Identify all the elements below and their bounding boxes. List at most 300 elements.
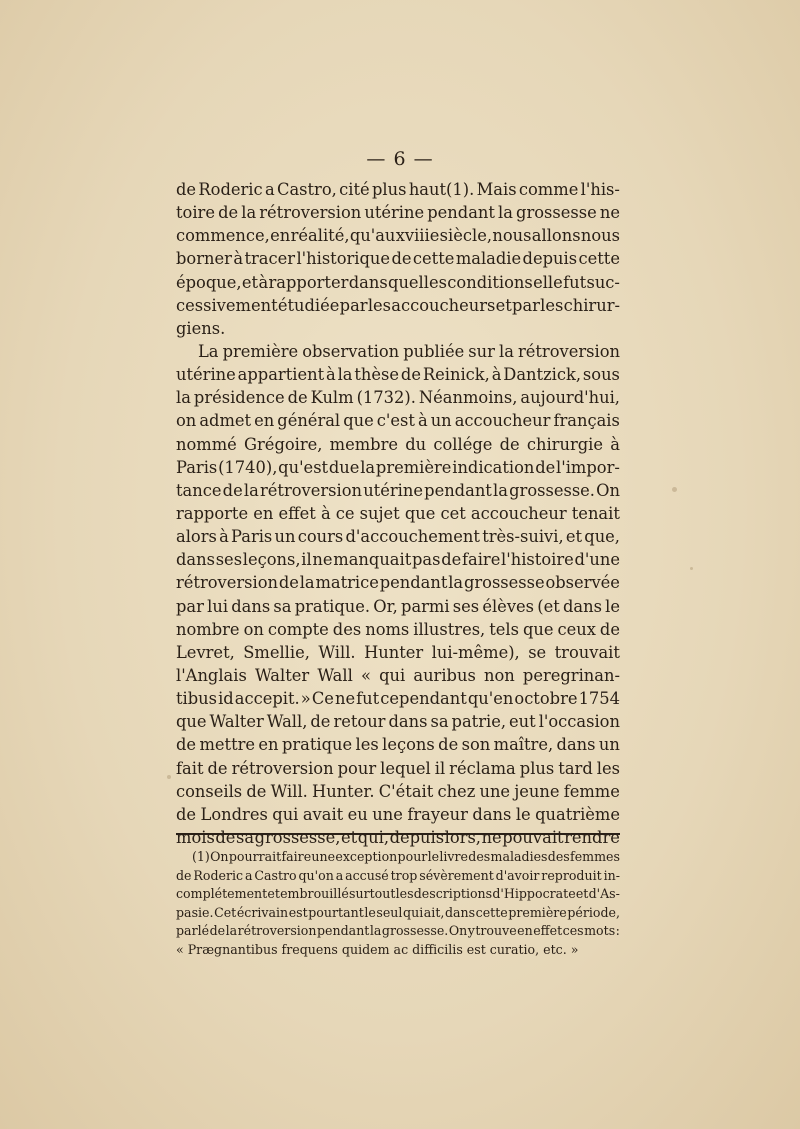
word: réalité, — [290, 226, 350, 246]
word: il — [301, 550, 312, 570]
word: exception — [335, 849, 398, 864]
word: observée — [545, 573, 620, 593]
word: de — [287, 388, 308, 408]
word: ses — [215, 550, 243, 570]
word: les — [395, 886, 414, 902]
word: ne — [481, 827, 502, 847]
word: pourtant — [308, 904, 364, 920]
word: a — [244, 867, 253, 883]
word: première — [222, 341, 299, 361]
word: trop — [390, 867, 418, 883]
word: pratique — [281, 735, 353, 755]
word: rétroversion — [517, 341, 620, 361]
word: que, — [584, 527, 620, 547]
word: leçons, — [242, 550, 301, 570]
word: qui — [272, 804, 299, 824]
body-line — [176, 757, 620, 780]
word: dans — [472, 804, 512, 824]
word: allons — [531, 226, 581, 246]
footnote-line — [176, 904, 620, 923]
word: une — [372, 804, 403, 824]
word: il — [434, 758, 446, 778]
body-line — [176, 548, 620, 571]
word: quatrième — [535, 804, 620, 824]
word: grossesse. — [509, 480, 595, 500]
word: la — [241, 203, 257, 223]
word: femmes — [570, 849, 620, 864]
word: tibus — [176, 689, 218, 709]
word: de — [278, 573, 299, 593]
word: de — [176, 735, 197, 755]
word: chez — [437, 781, 476, 801]
word: d'Hippocrate — [492, 886, 576, 902]
word: Roderic — [193, 867, 244, 883]
word: et — [495, 295, 512, 315]
word: pendant — [379, 573, 448, 593]
word: embrouillé — [280, 886, 349, 902]
word: maladie — [455, 249, 522, 269]
body-line — [176, 178, 620, 201]
word: en — [517, 923, 533, 939]
word: ceux — [557, 619, 596, 639]
word: écrivain — [236, 904, 289, 920]
word: les — [367, 295, 392, 315]
word: l'Anglais — [176, 665, 247, 685]
word: ne — [599, 203, 620, 223]
word: en — [253, 503, 274, 523]
word: étudiée — [277, 295, 340, 315]
word: de — [207, 758, 228, 778]
word: : — [615, 923, 620, 939]
word: cependant — [380, 689, 467, 709]
word: à — [610, 434, 620, 454]
word: des — [547, 849, 570, 864]
word: dans — [444, 904, 476, 920]
word: d'une — [574, 550, 620, 570]
word: Hunter. — [312, 781, 375, 801]
word: en — [258, 735, 279, 755]
word: l'occasion — [538, 712, 620, 732]
word: membre — [329, 434, 399, 454]
word: élèves — [482, 596, 535, 616]
word: Will. — [318, 642, 356, 662]
word: de — [215, 827, 236, 847]
word: Will. — [270, 781, 308, 801]
word: borner — [176, 249, 232, 269]
word: l'histoire — [501, 550, 574, 570]
word: descriptions — [413, 886, 493, 902]
word: pas — [411, 550, 441, 570]
word: mois — [176, 827, 215, 847]
word: de — [535, 457, 556, 477]
word: tracer — [244, 249, 296, 269]
word: la — [448, 573, 464, 593]
word: surtout — [349, 886, 396, 902]
word: pouvait — [502, 827, 564, 847]
word: 1754 — [578, 689, 620, 709]
word: cessivement — [176, 295, 278, 315]
word: cette — [475, 904, 508, 920]
paper-spot — [672, 487, 677, 492]
word: qu'en — [467, 689, 514, 709]
word: xviiie — [395, 226, 440, 246]
word: parmi — [401, 596, 450, 616]
word: par — [339, 295, 368, 315]
word: siècle, — [439, 226, 493, 246]
word: en — [254, 411, 275, 431]
word: de — [599, 619, 620, 639]
footnote-line — [176, 922, 620, 941]
word: rapporte — [176, 503, 249, 523]
word: pratique. — [294, 596, 371, 616]
word: accoucheurs — [391, 295, 496, 315]
word: trouvait — [554, 642, 620, 662]
word: reproduit — [541, 867, 602, 883]
word: suc- — [586, 272, 620, 292]
word: La — [198, 341, 219, 361]
word: sa — [235, 827, 255, 847]
word: pour — [337, 758, 377, 778]
word: maladies — [490, 849, 548, 864]
word: accepit. — [234, 689, 300, 709]
word: C'était — [378, 781, 434, 801]
word: qui — [403, 904, 424, 920]
word: son — [461, 735, 491, 755]
word: rapporter — [268, 272, 349, 292]
word: ces — [562, 923, 584, 939]
word: complétement — [176, 886, 268, 902]
word: admet — [199, 411, 252, 431]
word: et — [267, 886, 280, 902]
word: dans — [562, 596, 602, 616]
word: pasie. — [176, 904, 214, 920]
word: Londres — [200, 804, 268, 824]
word: effet — [278, 503, 316, 523]
word: des — [332, 619, 362, 639]
body-line — [176, 826, 620, 849]
word: est — [288, 904, 308, 920]
word: sa — [430, 712, 449, 732]
word: rétroversion — [260, 480, 363, 500]
word: grossesse — [516, 203, 597, 223]
word: première — [508, 904, 567, 920]
word: jeune — [514, 781, 560, 801]
word: auribus — [413, 665, 476, 685]
word: sur — [468, 341, 495, 361]
word: à — [233, 249, 244, 269]
word: ne — [334, 689, 356, 709]
word: dans — [388, 712, 428, 732]
word: utérine — [364, 203, 425, 223]
word: grossesse, — [254, 827, 341, 847]
word: que — [343, 411, 374, 431]
paper-spot — [167, 775, 171, 779]
word: utérine — [363, 480, 423, 500]
word: tard — [558, 758, 593, 778]
body-line — [176, 502, 620, 525]
word: Reinick, — [422, 365, 490, 385]
word: rétroversion — [237, 923, 317, 939]
word: la — [369, 923, 382, 939]
word: les — [540, 295, 564, 315]
word: de — [218, 203, 239, 223]
word: la — [225, 923, 238, 939]
word: faire — [461, 550, 501, 570]
word: rétroversion — [231, 758, 334, 778]
body-line — [176, 733, 620, 756]
body-line — [176, 710, 620, 733]
word: Ce — [311, 689, 334, 709]
word: de — [438, 735, 459, 755]
word: des — [468, 849, 491, 864]
word: et — [565, 527, 583, 547]
footnotes — [176, 848, 620, 960]
word: accoucheur — [454, 411, 551, 431]
word: très-suivi, — [482, 527, 564, 547]
word: alors — [176, 527, 217, 547]
word: dans — [231, 596, 271, 616]
word: On — [596, 480, 620, 500]
word: une — [311, 849, 336, 864]
word: à — [320, 503, 331, 523]
word: se — [528, 642, 547, 662]
word: tels — [489, 619, 519, 639]
word: indication — [452, 457, 535, 477]
word: fut — [356, 689, 380, 709]
word: (1) — [192, 849, 210, 864]
word: depuis — [389, 827, 445, 847]
word: mots — [584, 923, 616, 939]
body-line — [176, 433, 620, 456]
word: (et — [537, 596, 560, 616]
word: patrie, — [451, 712, 507, 732]
word: plus — [519, 758, 555, 778]
word: nommé — [176, 434, 237, 454]
body-line — [176, 340, 620, 363]
word: trouve — [475, 923, 517, 939]
word: a — [335, 867, 344, 883]
word: utérine — [176, 365, 236, 385]
word: dans — [176, 550, 215, 570]
word: » — [300, 689, 311, 709]
word: on — [243, 619, 264, 639]
word: (1740), — [218, 457, 278, 477]
word: avait — [302, 804, 344, 824]
word: dans — [348, 272, 388, 292]
word: de — [209, 923, 226, 939]
word: cet — [440, 503, 466, 523]
word: femme — [563, 781, 620, 801]
word: période, — [567, 904, 620, 920]
word: à — [491, 365, 502, 385]
word: cité — [339, 180, 370, 199]
word: Wall — [317, 665, 353, 685]
word: eu — [347, 804, 368, 824]
word: peregrinan- — [522, 665, 620, 685]
word: y — [467, 923, 475, 939]
word: la — [360, 457, 376, 477]
word: dans — [556, 735, 596, 755]
word: français — [553, 411, 620, 431]
word: toire — [176, 203, 215, 223]
word: Mais — [476, 180, 517, 199]
word: pendant — [424, 480, 492, 500]
word: id — [218, 689, 234, 709]
footnote-line — [176, 885, 620, 904]
word: de — [246, 781, 267, 801]
word: pourrait — [228, 849, 282, 864]
word: ce — [335, 503, 355, 523]
word: première — [375, 457, 452, 477]
word: la — [243, 480, 259, 500]
word: collége — [433, 434, 493, 454]
word: les — [355, 735, 379, 755]
body-line: giens. — [176, 318, 226, 338]
body-line — [176, 201, 620, 224]
body-line — [176, 271, 620, 294]
word: à — [326, 365, 336, 385]
footnote-line: « Prægnantibus frequens quidem ac difficilis est curatio, etc. » — [176, 941, 579, 957]
word: lors, — [444, 827, 481, 847]
word: cours — [297, 527, 344, 547]
body-line — [176, 247, 620, 270]
body-line — [176, 386, 620, 409]
word: nous — [492, 226, 532, 246]
word: ne — [312, 550, 333, 570]
word: pour — [397, 849, 428, 864]
word: Cet — [214, 904, 237, 920]
word: faire — [281, 849, 312, 864]
word: la — [493, 480, 508, 500]
word: la — [337, 365, 353, 385]
word: parlé — [176, 923, 210, 939]
word: les — [596, 758, 620, 778]
word: leçons — [382, 735, 435, 755]
word: on — [176, 411, 197, 431]
word: de — [176, 180, 197, 199]
word: sujet — [359, 503, 400, 523]
word: effet — [533, 923, 563, 939]
word: Hunter — [364, 642, 424, 662]
word: elle — [533, 272, 563, 292]
word: réclama — [449, 758, 516, 778]
word: rétroversion — [259, 203, 362, 223]
word: qui, — [357, 827, 390, 847]
word: quelles — [388, 272, 447, 292]
word: de — [176, 804, 197, 824]
word: compte — [267, 619, 329, 639]
word: On — [448, 923, 468, 939]
word: retour — [333, 712, 386, 732]
word: de — [499, 434, 520, 454]
word: qu'est — [278, 457, 329, 477]
word: Castro, — [277, 180, 337, 199]
word: Walter — [254, 665, 310, 685]
word: qu'au — [349, 226, 396, 246]
word: et — [341, 827, 358, 847]
word: mettre — [199, 735, 256, 755]
word: Kulm — [310, 388, 354, 408]
footnote-line — [176, 867, 620, 886]
body-line — [176, 641, 620, 664]
word: sévèrement — [419, 867, 494, 883]
page-number: — 6 — — [366, 148, 434, 170]
body-line — [176, 224, 620, 247]
word: de — [400, 365, 421, 385]
word: lui — [207, 596, 229, 616]
word: observation — [302, 341, 400, 361]
word: plus — [372, 180, 407, 199]
footnote-divider — [176, 833, 620, 835]
word: une — [479, 781, 511, 801]
word: accusé — [345, 867, 389, 883]
word: ait, — [423, 904, 445, 920]
word: frayeur — [407, 804, 468, 824]
word: de — [391, 249, 412, 269]
word: (1732). — [356, 388, 416, 408]
word: la — [498, 203, 513, 223]
word: qui — [379, 665, 406, 685]
word: lui-même), — [431, 642, 520, 662]
word: Or, — [373, 596, 398, 616]
word: livre — [439, 849, 468, 864]
word: l'historique — [296, 249, 391, 269]
word: l'his- — [580, 180, 620, 199]
word: Wall, — [266, 712, 308, 732]
word: cette — [412, 249, 455, 269]
word: le — [515, 804, 531, 824]
word: Roderic — [198, 180, 263, 199]
word: un — [274, 527, 296, 547]
word: et — [241, 272, 259, 292]
word: conditions — [447, 272, 533, 292]
word: sa — [273, 596, 292, 616]
body-line — [176, 294, 620, 317]
word: thèse — [354, 365, 400, 385]
word: matrice — [315, 573, 379, 593]
body-line — [176, 780, 620, 803]
word: d'avoir — [495, 867, 540, 883]
word: le — [427, 849, 440, 864]
body-line — [176, 363, 620, 386]
body-line — [176, 664, 620, 687]
word: haut(1). — [408, 180, 475, 199]
word: rendre — [564, 827, 620, 847]
word: un — [598, 735, 620, 755]
body-line — [176, 803, 620, 826]
word: conseils — [176, 781, 243, 801]
word: tenait — [571, 503, 620, 523]
word: de — [222, 480, 243, 500]
word: la — [299, 573, 315, 593]
word: de — [176, 867, 192, 883]
word: Dantzick, — [503, 365, 582, 385]
word: publiée — [403, 341, 465, 361]
word: d'As- — [588, 886, 620, 902]
word: aujourd'hui, — [520, 388, 620, 408]
word: époque, — [176, 272, 242, 292]
word: pendant — [317, 923, 370, 939]
word: pendant — [427, 203, 495, 223]
body-line — [176, 618, 620, 641]
body-line — [176, 525, 620, 548]
word: tance — [176, 480, 222, 500]
word: nombre — [176, 619, 240, 639]
word: Néanmoins, — [418, 388, 518, 408]
word: que — [522, 619, 554, 639]
paper-spot — [690, 567, 693, 570]
word: chirur- — [563, 295, 620, 315]
